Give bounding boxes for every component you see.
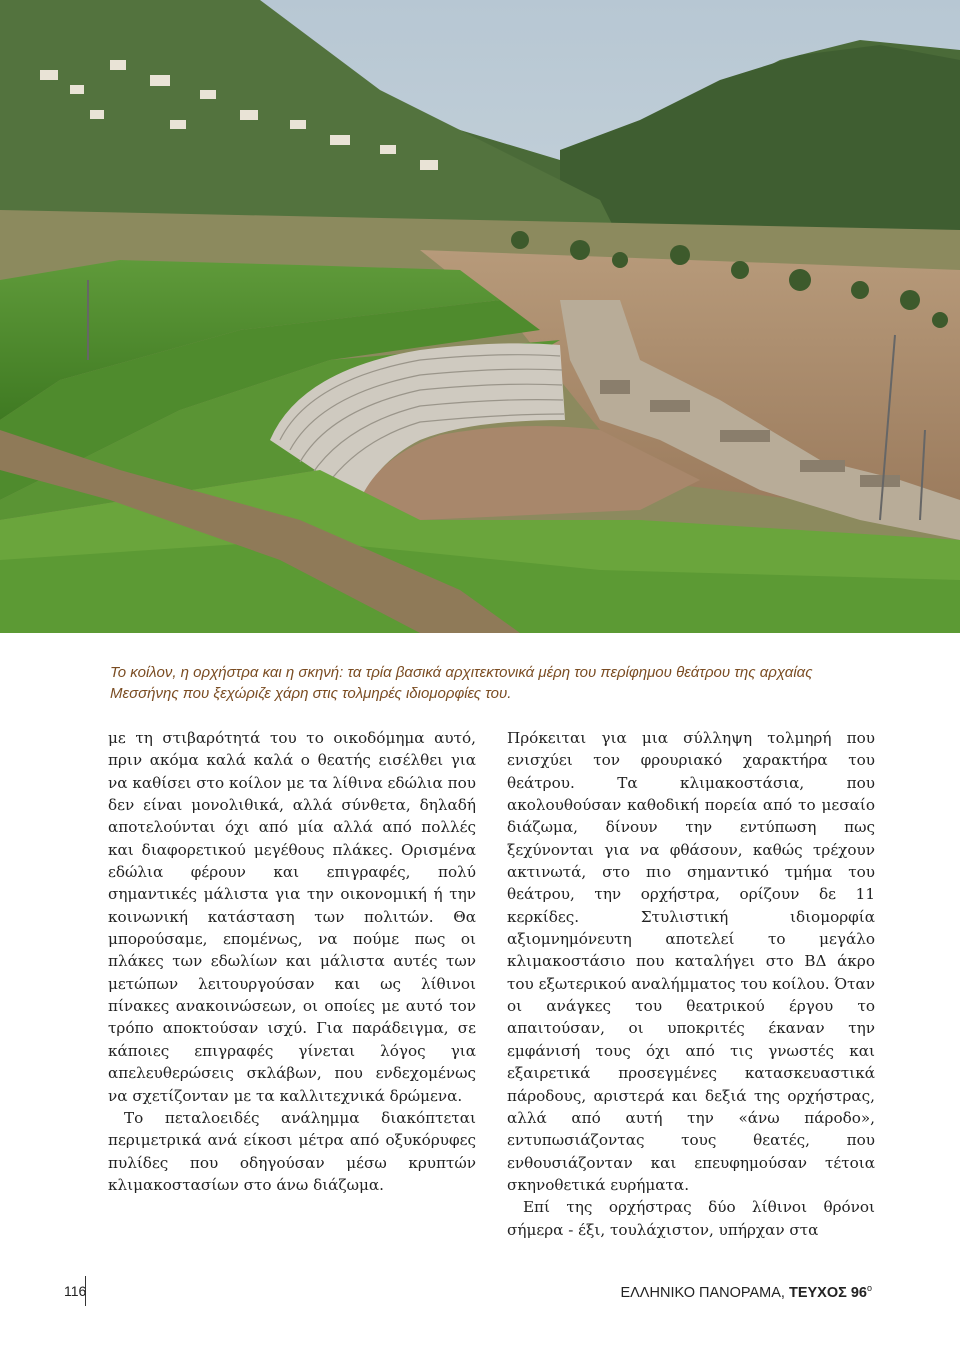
article-photo (0, 0, 960, 633)
issue-label: ΤΕΥΧΟΣ 96 (788, 1284, 867, 1301)
issue-suffix: ο (866, 1283, 872, 1293)
magazine-name: ΕΛΛΗΝΙΚΟ ΠΑΝΟΡΑΜΑ, (620, 1284, 785, 1301)
paragraph: με τη στιβαρότητά του το οικοδόμημα αυτό, πριν ακόμα καλά καλά ο θεατής εισέλθει για να καθίσει στο κοίλον με τα λίθινα εδώλια που δεν είναι μονολιθικά, αλλά σύνθετα, δηλαδή αποτελούνται όχι από μία αλλά από πολλές και διαφορετικού μεγέθους πλάκες. Ορισμένα εδώλια φέρουν και επιγραφές, πολύ σημαντικές μάλιστα για την οικονομική ή την κοινωνική κατάσταση των πολιτών. Θα μπορούσαμε, επομένως, να πούμε πως οι πλάκες των εδωλίων και μάλιστα αυτές των μετώπων λειτουργούσαν και ως λίθινοι πίνακες ανακοινώσεων, οι οποίες με αυτό τον τρόπο αποκτούσαν ισχύ. Για παράδειγμα, σε κάποιες επιγραφές γίνεται λόγος για απελευθερώσεις σκλάβων, που ενδεχομένως να σχετίζονταν με τα καλλιτεχνικά δρώμενα. (108, 729, 476, 1105)
paragraph: Πρόκειται για μια σύλληψη τολμηρή που ενισχύει τον φρουριακό χαρακτήρα του θεάτρου. Τα κλιμακοστάσια, που ακολουθούσαν καθοδική πορεία από το μεσαίο διάζωμα, δίνουν την εντύπωση πως ξεχύνονται για να φθάσουν, καθώς τρέχουν ακτινωτά, στο πιο σημαντικό τμήμα του θεάτρου, την ορχήστρα, ορίζουν δε 11 κερκίδες. Στυλιστική ιδιομορφία αξιομνημόνευτη αποτελεί το μεγάλο κλιμακοστάσιο που καταλήγει στο ΒΔ άκρο του εξωτερικού αναλήμματος του κοίλου. Όταν οι ανάγκες του θεατρικού έργου το απαιτούσαν, οι υποκριτές έκαναν την εμφάνισή τους όχι από τις γνωστές και εξαιρετικά προσεγμένες κατασκευαστικά πάροδους, αριστερά και δεξιά της ορχήστρας, αλλά από αυτή την «άνω πάροδο», εντυπωσιάζοντας τους θεατές, που ενθουσιάζονταν και επευφημούσαν τέτοια σκηνοθετικά ευρήματα. (507, 729, 875, 1194)
running-footer (620, 1283, 872, 1301)
article-column-left (108, 727, 476, 1196)
page-number: 116 (44, 1276, 86, 1306)
paragraph: Το πεταλοειδές ανάλημμα διακόπτεται περιμετρικά ανά είκοσι μέτρα από οξυκόρυφες πυλίδες που οδηγούσαν μέσω κρυπτών κλιμακοστασίων στο άνω διάζωμα. (108, 1108, 476, 1194)
photo-caption: Το κοίλον, η ορχήστρα και η σκηνή: τα τρία βασικά αρχιτεκτονικά μέρη του περίφημου θεάτρου της αρχαίας Μεσσήνης που ξεχώριζε χάρη στις τολμηρές ιδιομορφίες του. (110, 664, 813, 702)
theatre-photo-illustration (0, 0, 960, 633)
paragraph: Επί της ορχήστρας δύο λίθινοι θρόνοι σήμερα - έξι, τουλάχιστον, υπήρχαν στα (507, 1198, 875, 1239)
article-column-right (507, 727, 875, 1241)
